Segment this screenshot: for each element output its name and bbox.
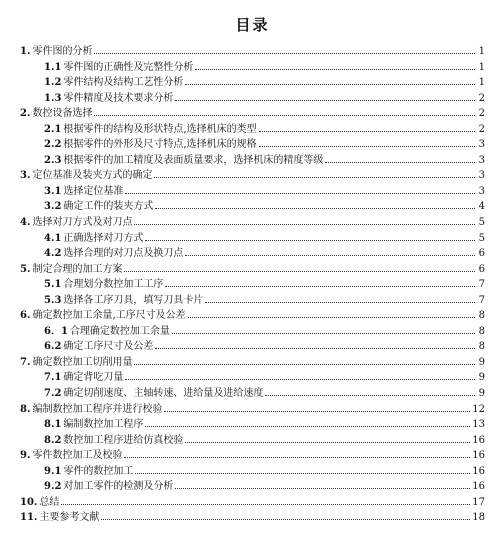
toc-section-entry[interactable] — [20, 91, 485, 107]
toc-entry-label: 零件图的正确性及完整性分析 — [63, 61, 194, 73]
toc-entry-label: 对加工零件的检测及分析 — [63, 481, 174, 493]
toc-chapter-entry[interactable] — [20, 106, 485, 122]
toc-section-entry[interactable] — [20, 386, 485, 402]
toc-entry-number: 2. — [20, 108, 31, 120]
toc-entry-label: 零件数控加工及校验 — [32, 450, 123, 462]
toc-entry-label: 定位基准及装夹方式的确定 — [32, 170, 153, 182]
toc-entry-label: 编制数控加工程序并进行校验 — [32, 403, 163, 415]
dot-leader — [259, 130, 475, 132]
toc-entry-page-number: 3 — [478, 170, 485, 182]
toc-entry-label: 根据零件的加工精度及表面质量要求，选择机床的精度等级 — [63, 154, 324, 166]
toc-entry-number: 11. — [20, 512, 38, 524]
toc-entry-page-number: 4 — [478, 201, 485, 213]
toc-entry-label: 选择合理的对刀点及换刀点 — [63, 248, 184, 260]
toc-chapter-entry[interactable] — [20, 215, 485, 231]
toc-section-entry[interactable] — [20, 479, 485, 495]
toc-title: 目录 — [235, 16, 270, 34]
toc-entry-label: 确定数控加工切削用量 — [32, 356, 133, 368]
toc-entry-number: 9.2 — [44, 481, 62, 493]
toc-entry-number: 4. — [20, 217, 31, 229]
toc-entry-label: 正确选择对刀方式 — [63, 232, 144, 244]
toc-section-entry[interactable] — [20, 199, 485, 215]
toc-section-entry[interactable] — [20, 324, 485, 340]
toc-entry-number: 5. — [20, 263, 31, 275]
toc-entry-page-number: 7 — [478, 279, 485, 291]
dot-leader — [125, 378, 475, 380]
toc-entry-page-number: 9 — [478, 388, 485, 400]
dot-leader — [155, 347, 475, 349]
dot-leader — [175, 99, 475, 101]
toc-section-entry[interactable] — [20, 433, 485, 449]
toc-chapter-entry[interactable] — [20, 448, 485, 464]
toc-entry-label: 主要参考文献 — [39, 512, 100, 524]
toc-entry-number: 7. — [20, 356, 31, 368]
toc-entry-number: 5.1 — [44, 279, 62, 291]
toc-entry-number: 8.1 — [44, 419, 62, 431]
toc-entry-number: 3.2 — [44, 201, 62, 213]
toc-entry-page-number: 5 — [478, 232, 485, 244]
toc-chapter-entry[interactable] — [20, 355, 485, 371]
toc-section-entry[interactable] — [20, 339, 485, 355]
toc-entry-label: 选择定位基准 — [63, 185, 124, 197]
dot-leader — [124, 456, 470, 458]
toc-entry-number: 1. — [20, 46, 31, 57]
toc-entry-number: 5.3 — [44, 294, 62, 306]
toc-entry-label: 总结 — [39, 496, 60, 508]
toc-entry-label: 确定背吃刀量 — [63, 372, 124, 384]
toc-entry-label: 数控加工程序进给仿真校验 — [63, 434, 184, 446]
dot-leader — [165, 285, 475, 287]
toc-entry-label: 合理确定数控加工余量 — [69, 325, 170, 337]
toc-entry-page-number: 12 — [472, 403, 485, 415]
toc-chapter-entry[interactable] — [20, 262, 485, 278]
toc-entry-page-number: 16 — [472, 465, 485, 477]
dot-leader — [164, 410, 470, 412]
dot-leader — [175, 487, 470, 489]
toc-section-entry[interactable] — [20, 137, 485, 153]
toc-entry-page-number: 9 — [478, 372, 485, 384]
toc-chapter-entry[interactable] — [20, 308, 485, 324]
toc-entry-label: 制定合理的加工方案 — [32, 263, 123, 275]
toc-entry-number: 9.1 — [44, 465, 62, 477]
dot-leader — [134, 363, 475, 365]
toc-entry-number: 7.1 — [44, 372, 62, 384]
toc-entry-label: 合理划分数控加工工序 — [63, 279, 164, 291]
dot-leader — [154, 176, 475, 178]
toc-entry-label: 确定切削速度、主轴转速、进给量及进给速度 — [63, 388, 264, 400]
toc-entry-number: 10. — [20, 496, 38, 508]
toc-section-entry[interactable] — [20, 417, 485, 433]
dot-leader — [172, 332, 475, 334]
toc-entry-page-number: 17 — [472, 496, 485, 508]
toc-entry-page-number: 5 — [478, 217, 485, 229]
toc-chapter-entry[interactable] — [20, 168, 485, 184]
dot-leader — [101, 518, 470, 520]
toc-section-entry[interactable] — [20, 293, 485, 309]
toc-entry-page-number: 2 — [478, 123, 485, 135]
toc-entry-label: 确定数控加工余量,工序尺寸及公差 — [32, 310, 186, 322]
toc-section-entry[interactable] — [20, 153, 485, 169]
toc-chapter-entry[interactable] — [20, 402, 485, 418]
toc-entry-number: 8. — [20, 403, 31, 415]
toc-entry-label: 确定工序尺寸及公差 — [63, 341, 154, 353]
toc-entry-number: 1.3 — [44, 92, 62, 104]
toc-entry-page-number: 9 — [478, 356, 485, 368]
toc-entry-label: 编制数控加工程序 — [63, 419, 144, 431]
toc-section-entry[interactable] — [20, 231, 485, 247]
toc-entry-label: 选择各工序刀具，填写刀具卡片 — [63, 294, 204, 306]
toc-entry-number: 8.2 — [44, 434, 62, 446]
toc-entry-number: 4.1 — [44, 232, 62, 244]
dot-leader — [259, 145, 475, 147]
toc-entry-label: 零件图的分析 — [32, 46, 93, 57]
toc-entry-page-number: 16 — [472, 481, 485, 493]
dot-leader — [94, 52, 475, 54]
toc-entry-number: 1.2 — [44, 77, 62, 89]
toc-chapter-entry[interactable] — [20, 44, 485, 60]
toc-entry-page-number: 3 — [478, 139, 485, 151]
toc-entry-number: 2.1 — [44, 123, 62, 135]
toc-entry-page-number: 3 — [478, 154, 485, 166]
toc-section-entry[interactable] — [20, 246, 485, 262]
toc-entry-page-number: 16 — [472, 434, 485, 446]
toc-entry-page-number: 8 — [478, 310, 485, 322]
toc-entry-page-number: 7 — [478, 294, 485, 306]
toc-entry-number: 4.2 — [44, 248, 62, 260]
dot-leader — [265, 394, 475, 396]
toc-section-entry[interactable] — [20, 370, 485, 386]
toc-entry-number: 6．1 — [44, 325, 68, 337]
toc-entry-page-number: 18 — [472, 512, 485, 524]
dot-leader — [195, 68, 475, 70]
toc-entry-page-number: 1 — [478, 46, 485, 57]
toc-section-entry[interactable] — [20, 60, 485, 76]
dot-leader — [205, 301, 475, 303]
toc-section-entry[interactable] — [20, 277, 485, 293]
toc-entry-page-number: 1 — [478, 77, 485, 89]
toc-section-entry[interactable] — [20, 122, 485, 138]
dot-leader — [125, 192, 475, 194]
toc-entry-label: 零件精度及技术要求分析 — [63, 92, 174, 104]
toc-section-entry[interactable] — [20, 75, 485, 91]
toc-entry-label: 根据零件的外形及尺寸特点,选择机床的规格 — [63, 139, 257, 151]
toc-entry-number: 6.2 — [44, 341, 62, 353]
toc-entry-page-number: 2 — [478, 108, 485, 120]
dot-leader — [185, 83, 475, 85]
toc-entry-label: 选择对刀方式及对刀点 — [32, 217, 133, 229]
toc-entry-number: 1.1 — [44, 61, 62, 73]
toc-entry-number: 6. — [20, 310, 31, 322]
toc-section-entry[interactable] — [20, 464, 485, 480]
toc-entry-page-number: 8 — [478, 341, 485, 353]
toc-entry-page-number: 16 — [472, 450, 485, 462]
dot-leader — [185, 254, 475, 256]
toc-entry-number: 3.1 — [44, 185, 62, 197]
dot-leader — [135, 472, 470, 474]
toc-chapter-entry[interactable] — [20, 510, 485, 526]
toc-entry-number: 3. — [20, 170, 31, 182]
toc-entry-page-number: 13 — [472, 419, 485, 431]
dot-leader — [124, 270, 475, 272]
toc-entry-number: 2.3 — [44, 154, 62, 166]
toc-entry-page-number: 8 — [478, 325, 485, 337]
toc-entry-label: 零件结构及结构工艺性分析 — [63, 77, 184, 89]
toc-section-entry[interactable] — [20, 184, 485, 200]
dot-leader — [188, 316, 475, 318]
toc-entry-page-number: 1 — [478, 61, 485, 73]
toc-chapter-entry[interactable] — [20, 495, 485, 511]
toc-entry-label: 确定工件的装夹方式 — [63, 201, 154, 213]
toc-entry-number: 2.2 — [44, 139, 62, 151]
dot-leader — [134, 223, 475, 225]
toc-entry-page-number: 2 — [478, 92, 485, 104]
dot-leader — [185, 441, 470, 443]
dot-leader — [325, 161, 475, 163]
table-of-contents — [20, 44, 485, 526]
toc-entry-page-number: 6 — [478, 248, 485, 260]
toc-entry-label: 零件的数控加工 — [63, 465, 134, 477]
dot-leader — [61, 503, 470, 505]
dot-leader — [145, 239, 475, 241]
toc-entry-label: 数控设备选择 — [32, 108, 93, 120]
dot-leader — [145, 425, 470, 427]
toc-entry-page-number: 6 — [478, 263, 485, 275]
toc-entry-number: 9. — [20, 450, 31, 462]
dot-leader — [94, 114, 475, 116]
toc-entry-page-number: 3 — [478, 185, 485, 197]
toc-entry-label: 根据零件的结构及形状特点,选择机床的类型 — [63, 123, 257, 135]
toc-entry-number: 7.2 — [44, 388, 62, 400]
dot-leader — [155, 207, 475, 209]
